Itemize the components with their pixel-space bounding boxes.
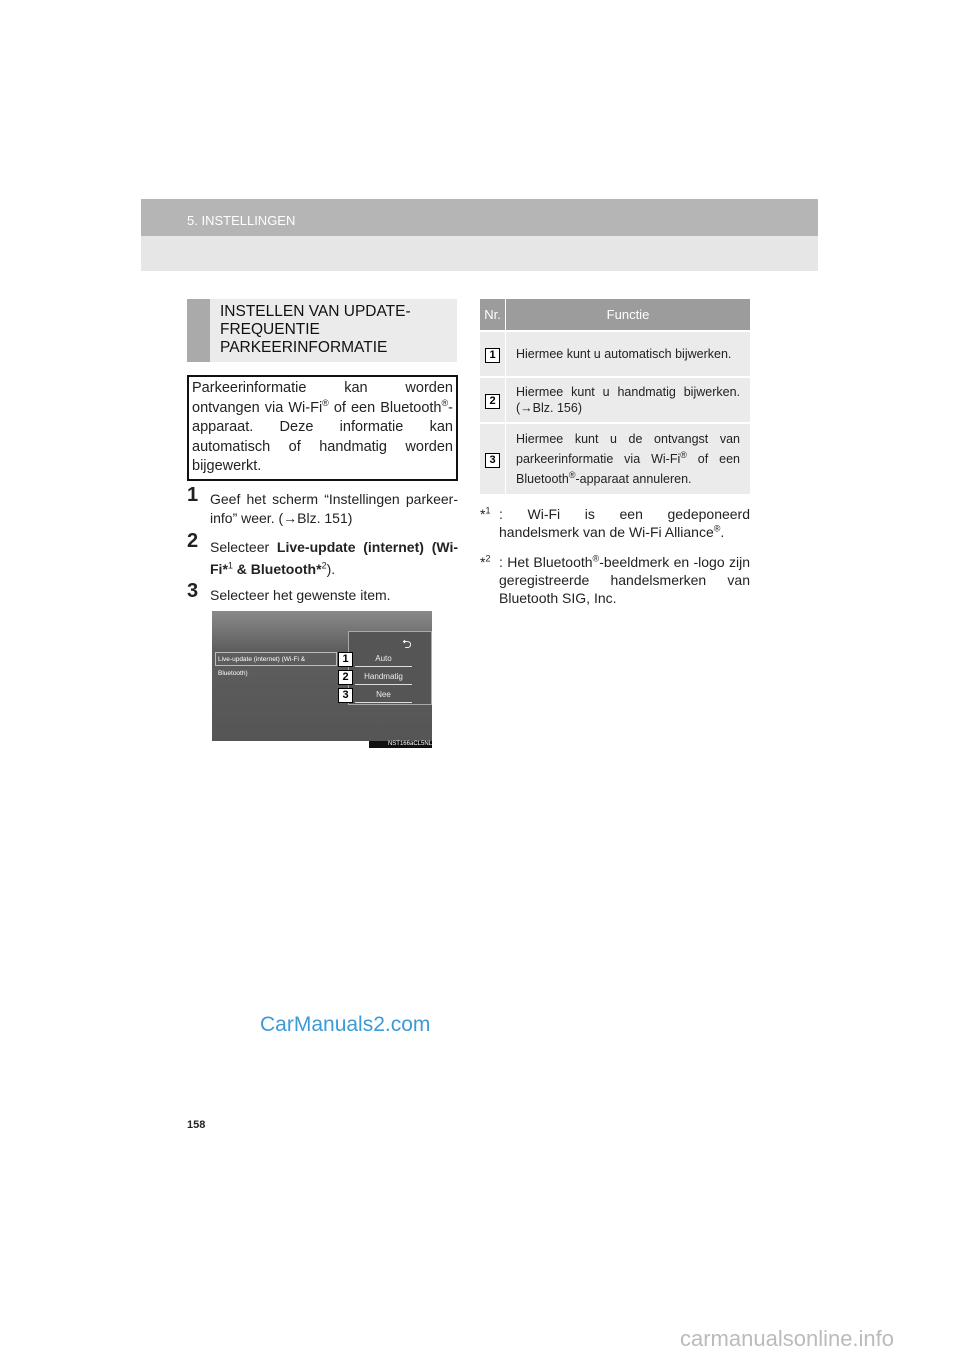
- registered-mark: ®: [713, 523, 721, 534]
- step-bold: & Bluetooth*: [232, 561, 322, 577]
- step-text: Selecteer: [210, 539, 277, 555]
- info-box: [187, 375, 458, 481]
- callout-number: 2: [338, 670, 353, 685]
- footnote-1: [480, 505, 750, 541]
- image-code: NST166aCL5NL: [369, 741, 432, 748]
- info-text: Parkeerinformatie kan worden ontvangen via Wi-Fi: [192, 380, 453, 416]
- watermark-link[interactable]: CarManuals2.com: [260, 1013, 431, 1036]
- step-number: 3: [187, 580, 199, 602]
- step-text: ).: [326, 561, 336, 577]
- registered-mark: ®: [322, 397, 329, 408]
- heading-line: PARKEERINFORMATIE: [220, 339, 388, 356]
- back-arrow-icon: ⮌: [402, 637, 412, 651]
- page-number: 158: [187, 1119, 206, 1131]
- footnote-text: : Het Bluetooth: [499, 554, 593, 570]
- option-handmatig[interactable]: Handmatig: [355, 670, 412, 685]
- step-number: 2: [187, 530, 199, 552]
- registered-mark: ®: [680, 449, 687, 460]
- callout-number: 1: [338, 652, 353, 667]
- footnote-number: 1: [485, 505, 491, 516]
- footnote-number: 2: [485, 553, 491, 564]
- table-cell: [506, 423, 751, 494]
- heading-line: INSTELLEN VAN UPDATE-: [220, 303, 411, 320]
- table-cell: Hiermee kunt u automatisch bijwerken.: [506, 331, 751, 377]
- registered-mark: ®: [592, 553, 600, 564]
- header-subband: [141, 236, 818, 271]
- callout-number: 3: [338, 688, 353, 703]
- step-bold: Live-update (internet) (Wi-Fi*: [210, 539, 458, 577]
- option-auto[interactable]: Auto: [355, 652, 412, 667]
- screen-illustration: [212, 611, 432, 741]
- step-text: Selecteer het gewenste item.: [210, 587, 391, 603]
- footnote-2: [480, 553, 750, 607]
- setting-row-label: Live-update (internet) (Wi-Fi & Bluetooth): [215, 652, 337, 666]
- info-text: -apparaat. Deze informatie kan automatisch of handmatig worden bijgewerkt.: [192, 399, 453, 474]
- table-row: [480, 331, 750, 377]
- footnote-ref: 2: [321, 560, 327, 571]
- step-number: 1: [187, 484, 199, 506]
- footnote-mark: *: [480, 506, 486, 522]
- info-text: of een Bluetooth: [328, 399, 442, 416]
- section-title: 5. INSTELLINGEN: [187, 213, 296, 228]
- function-table: [480, 299, 750, 494]
- section-heading: [187, 299, 457, 362]
- registered-mark: ®: [568, 469, 576, 480]
- option-nee[interactable]: Nee: [355, 688, 412, 703]
- table-row: [480, 377, 750, 423]
- step-text: Geef het scherm “Instellingen parkeer-info” weer. (→Blz. 151): [210, 491, 458, 526]
- column-header: Nr.: [480, 299, 506, 331]
- cell-text: of een Bluetooth: [516, 452, 740, 486]
- footnote-ref: 1: [227, 560, 233, 571]
- callout-number: 1: [485, 348, 500, 363]
- heading-strip: [187, 299, 210, 362]
- column-header: Functie: [506, 299, 751, 331]
- table-cell: Hiermee kunt u handmatig bijwerken. (→Blz. 156): [506, 377, 751, 423]
- footnote-text: .: [720, 524, 725, 540]
- step-2: [187, 530, 458, 580]
- callout-number: 2: [485, 394, 500, 409]
- heading-line: FREQUENTIE: [220, 321, 320, 338]
- footer-watermark: carmanualsonline.info: [680, 1326, 895, 1351]
- cell-text: Hiermee kunt u de ontvangst van parkeerinformatie via Wi-Fi: [516, 432, 740, 466]
- step-1: [187, 484, 458, 528]
- cell-text: -apparaat annuleren.: [575, 472, 692, 486]
- callout-number: 3: [485, 453, 500, 468]
- table-row: [480, 423, 750, 494]
- footnote-text: : Wi-Fi is een gedeponeerd handelsmerk van de Wi-Fi Alliance: [499, 506, 750, 540]
- footnote-text: -beeldmerk en -logo zijn geregistreerde handelsmerken van Bluetooth SIG, Inc.: [499, 554, 750, 606]
- step-3: [187, 580, 458, 605]
- registered-mark: ®: [441, 397, 449, 408]
- footnote-mark: *: [480, 554, 486, 570]
